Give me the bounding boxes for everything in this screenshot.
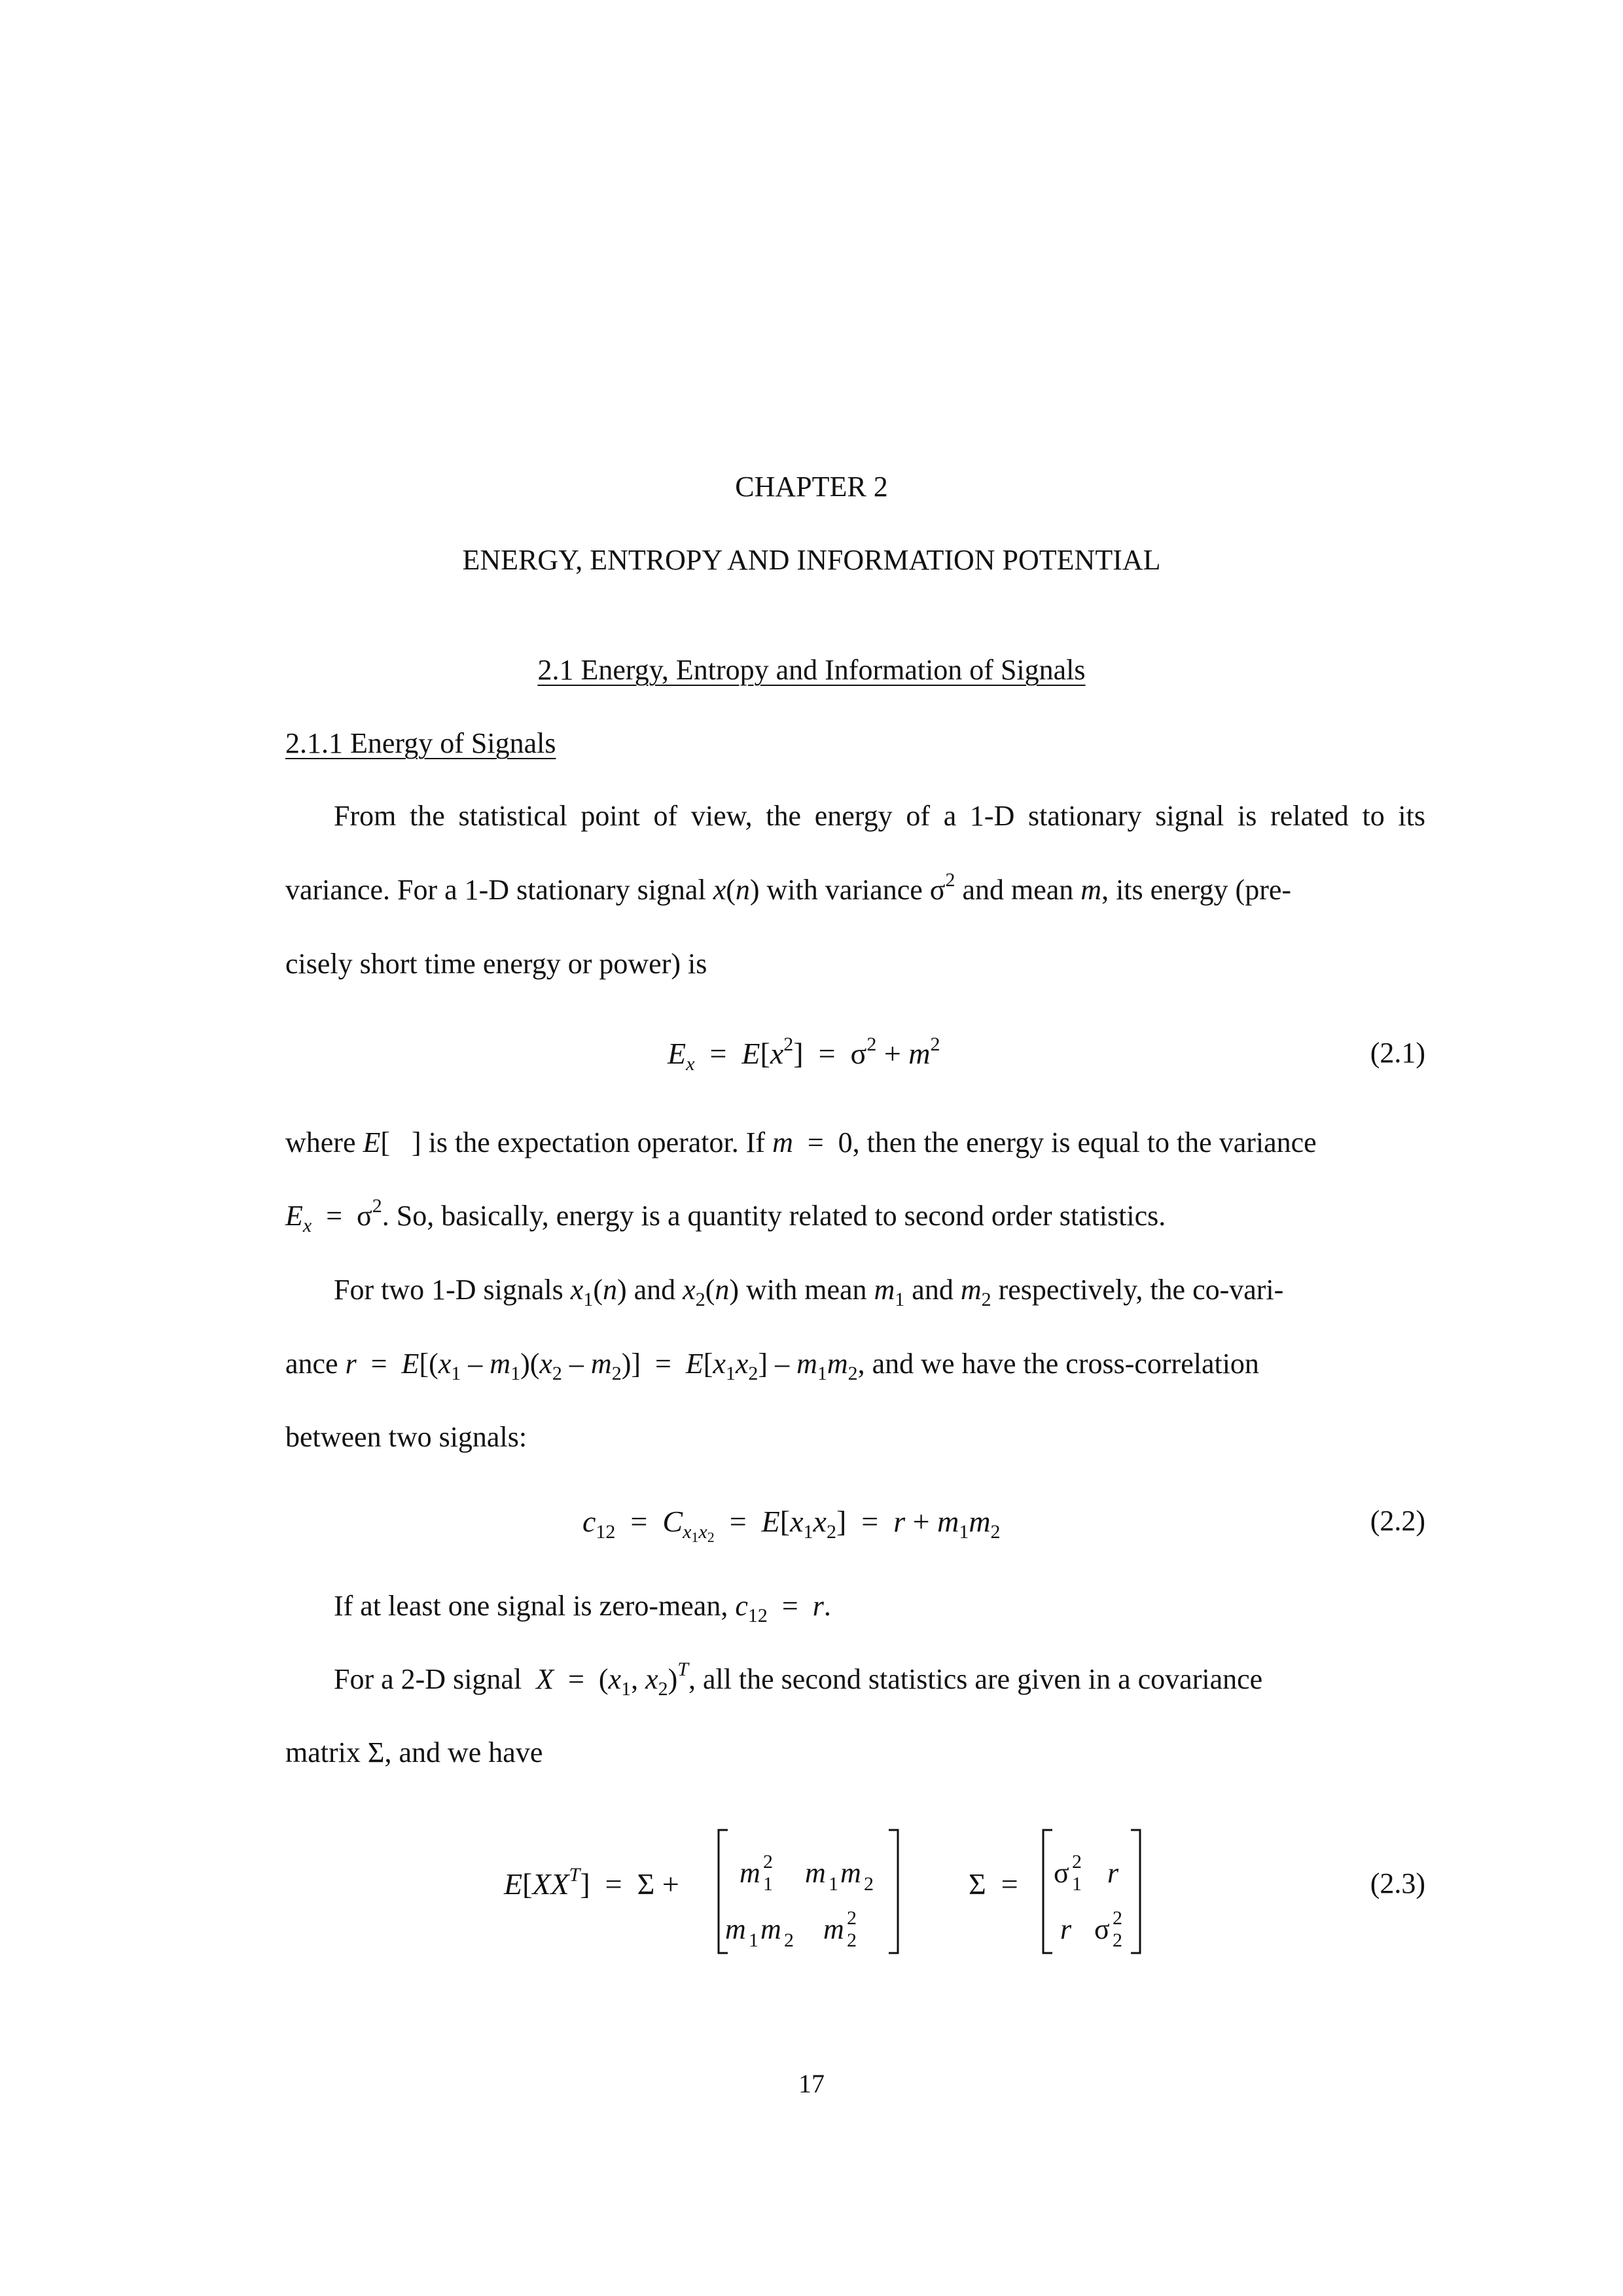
svg-text:1: 1 (829, 1873, 838, 1895)
equation-number-2-3: (2.3) (1370, 1867, 1425, 1899)
svg-text:2: 2 (847, 1907, 857, 1929)
paragraph-2-line-2: $E_x = \sigma^2$. So, basically, energy is a quantity related to second order statistics. (285, 1195, 1166, 1236)
paragraph-3-line-3: between two signals: (285, 1421, 527, 1453)
svg-text:2: 2 (864, 1873, 874, 1895)
paragraph-2-line-1: where E[ ] is the expectation operator. If m = 0, then the energy is equal to the variance (285, 1126, 1317, 1158)
svg-text:m: m (840, 1857, 861, 1889)
equation-2-3-sigma: Σ = (969, 1867, 1018, 1901)
svg-text:m: m (740, 1857, 760, 1889)
matrix-covariance (1039, 1826, 1144, 1957)
subsection-heading: 2.1.1 Energy of Signals (285, 727, 556, 759)
svg-text:m: m (725, 1913, 746, 1945)
svg-text:2: 2 (1113, 1907, 1122, 1929)
svg-text:r: r (1060, 1913, 1072, 1945)
equation-number-2-1: (2.1) (1370, 1037, 1425, 1069)
svg-text:2: 2 (784, 1929, 794, 1951)
paragraph-1-line-1: From the statistical point of view, the energy of a 1-D stationary signal is related to its (334, 800, 1425, 832)
paragraph-5-line-2: matrix Σ, and we have (285, 1736, 543, 1768)
chapter-title: ENERGY, ENTROPY AND INFORMATION POTENTIAL (462, 544, 1161, 576)
chapter-label: CHAPTER 2 (735, 471, 888, 503)
paragraph-3-line-2: ance $r = E[(x_1 - m_1)(x_2 - m_2)] = E[x_1x_2] - m_1m_2$, and we have the cross-correlation (285, 1348, 1259, 1384)
svg-text:2: 2 (763, 1851, 773, 1873)
paragraph-3-line-1: For two 1-D signals $x_1(n)$ and $x_2(n)$ with mean $m_1$ and $m_2$ respectively, the co-vari- (334, 1274, 1284, 1310)
paragraph-1-line-2: variance. For a 1-D stationary signal x(n) with variance $\sigma^2$ and mean m, its energy (pre- (285, 869, 1292, 906)
matrix-mean-product (713, 1826, 903, 1957)
equation-2-1: $E_x = E[x^2] = \sigma^2 + m^2$ (668, 1033, 940, 1075)
svg-text:r: r (1107, 1857, 1119, 1889)
svg-text:1: 1 (749, 1929, 758, 1951)
svg-text:2: 2 (1072, 1851, 1082, 1873)
svg-text:1: 1 (763, 1873, 773, 1895)
equation-number-2-2: (2.2) (1370, 1505, 1425, 1537)
equation-2-3-lhs: $E[XX^T] = \Sigma$ + (504, 1864, 679, 1901)
equation-2-2: $c_{12} = C_{x_1x_2} = E[x_1x_2] = r + m_1m_2$ (582, 1505, 1001, 1545)
svg-text:m: m (760, 1913, 781, 1945)
svg-text:σ: σ (1094, 1913, 1110, 1945)
page-number: 17 (798, 2069, 825, 2098)
paragraph-4: If at least one signal is zero-mean, $c_{12} = r$. (334, 1590, 831, 1626)
svg-text:σ: σ (1054, 1857, 1069, 1889)
svg-text:2: 2 (1113, 1929, 1122, 1951)
svg-text:m: m (805, 1857, 826, 1889)
svg-text:m: m (823, 1913, 844, 1945)
paragraph-1-line-3: cisely short time energy or power) is (285, 948, 707, 980)
paragraph-5-line-1: For a 2-D signal $X = (x_1$, $x_2)^T$, all the second statistics are given in a covariance (334, 1659, 1263, 1700)
svg-text:2: 2 (847, 1929, 857, 1951)
svg-text:1: 1 (1072, 1873, 1082, 1895)
section-heading: 2.1 Energy, Entropy and Information of Signals (537, 654, 1086, 686)
